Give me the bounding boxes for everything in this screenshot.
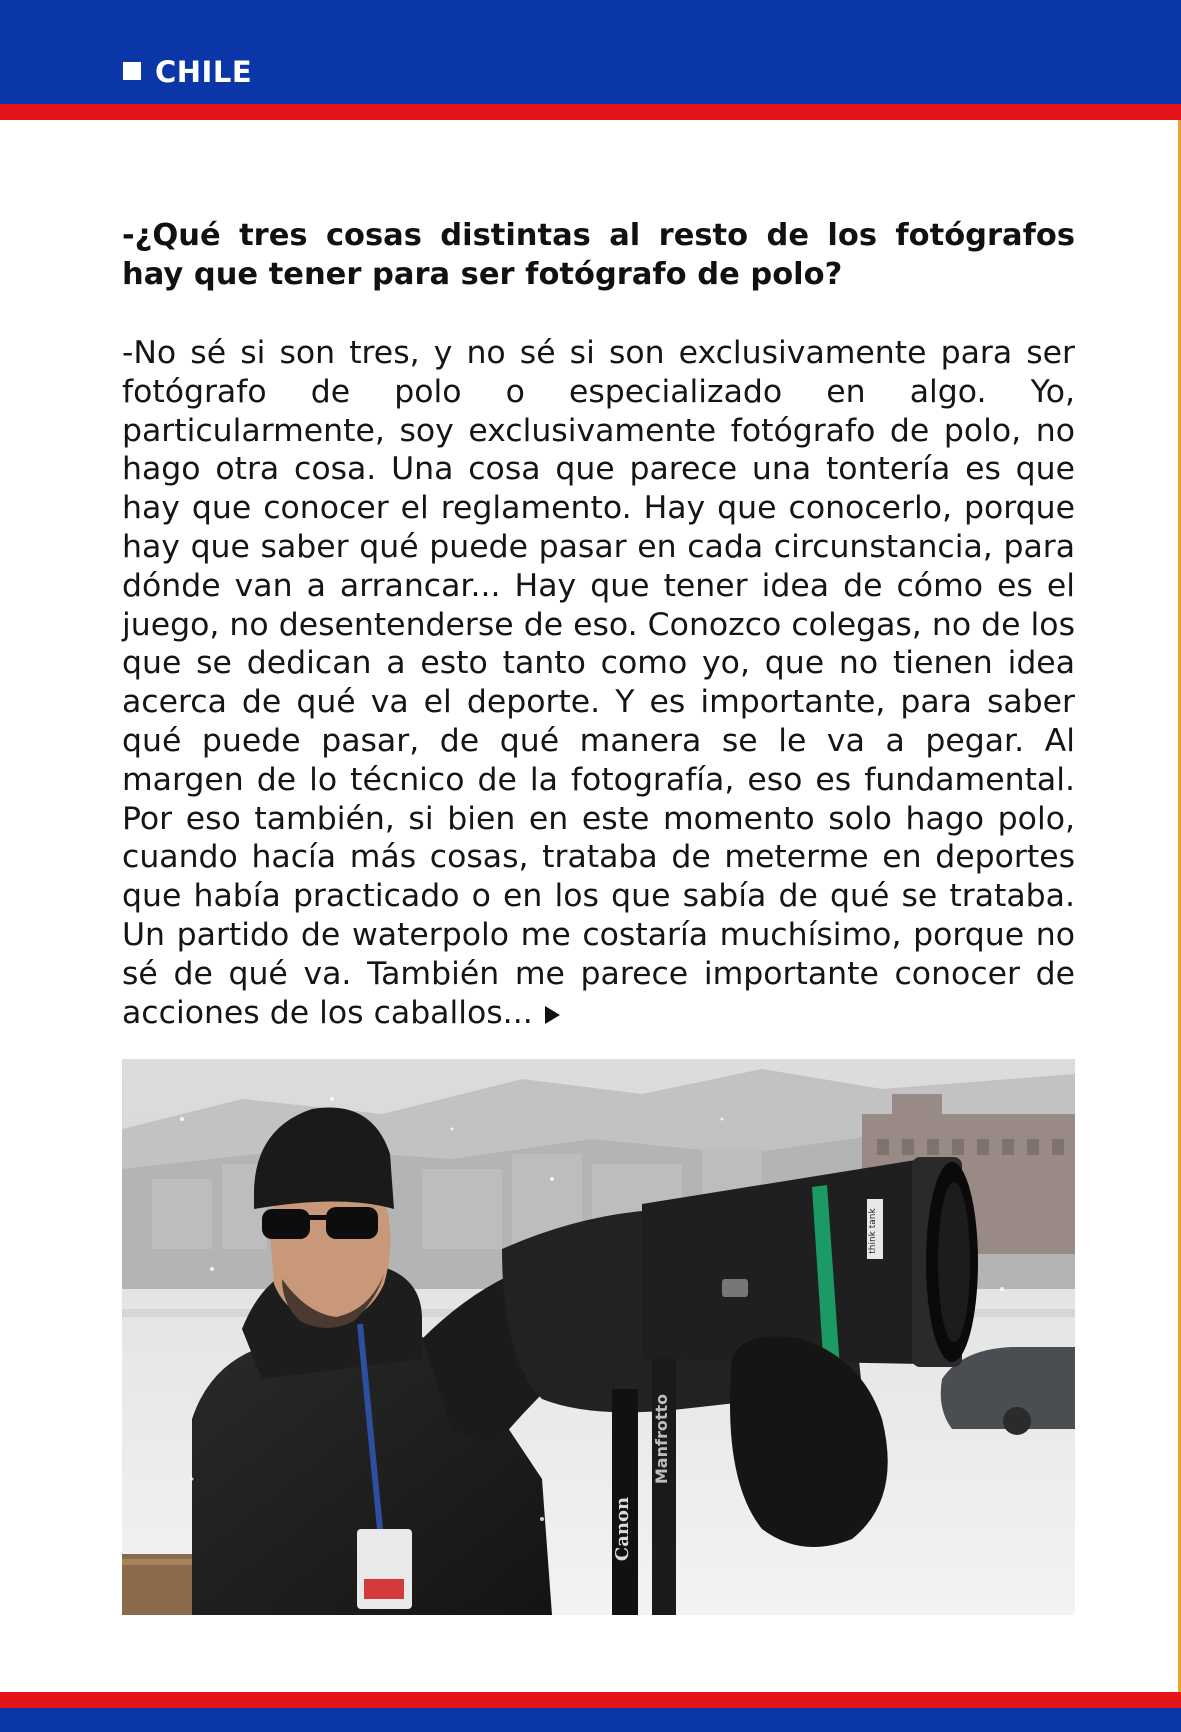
header-stripe xyxy=(0,104,1181,120)
footer-bar xyxy=(0,1708,1181,1732)
footer-stripe xyxy=(0,1692,1181,1708)
interview-answer xyxy=(122,334,1075,1032)
monopod-label: Manfrotto xyxy=(652,1393,671,1485)
strap-label: Canon xyxy=(612,1496,633,1562)
answer-text: -No sé si son tres, y no sé si son exclusivamente para ser fotógrafo de polo o especializado en algo. Yo, particularmente, soy exclusivamente fotógrafo de polo, no hago otra cosa. Una cosa que parece una tontería es que hay que conocer el reglamento. Hay que conocerlo, porque hay que saber qué puede pasar en cada circunstancia, para dónde van a arrancar... Hay que tener idea de cómo es el juego, no desentenderse de eso. Conozco colegas, no de los que se dedican a esto tanto como yo, que no tienen idea acerca de qué va el deporte. Y es importante, para saber qué puede pasar, de qué manera se le va a pegar. Al margen de lo técnico de la fotografía, eso es fundamental. Por eso también, si bien en este momento solo hago polo, cuando hacía más cosas, trataba de meterme en deportes que había practicado o en los que sabía de qué se trataba. Un partido de waterpolo me costaría muchísimo, porque no sé de qué va. También me parece importante conocer de acciones de los caballos... xyxy=(122,335,1075,1031)
photographer-photo xyxy=(122,1059,1075,1615)
section-label: CHILE xyxy=(155,55,253,89)
continue-arrow-icon xyxy=(545,1006,560,1024)
header-bar xyxy=(0,0,1181,104)
photo-illustration xyxy=(122,1059,1075,1615)
interview-question: -¿Qué tres cosas distintas al resto de los fotógrafos hay que tener para ser fotógrafo de polo? xyxy=(122,218,1075,292)
lens-brand-label: think tank xyxy=(868,1208,878,1254)
section-marker-icon xyxy=(123,62,141,80)
